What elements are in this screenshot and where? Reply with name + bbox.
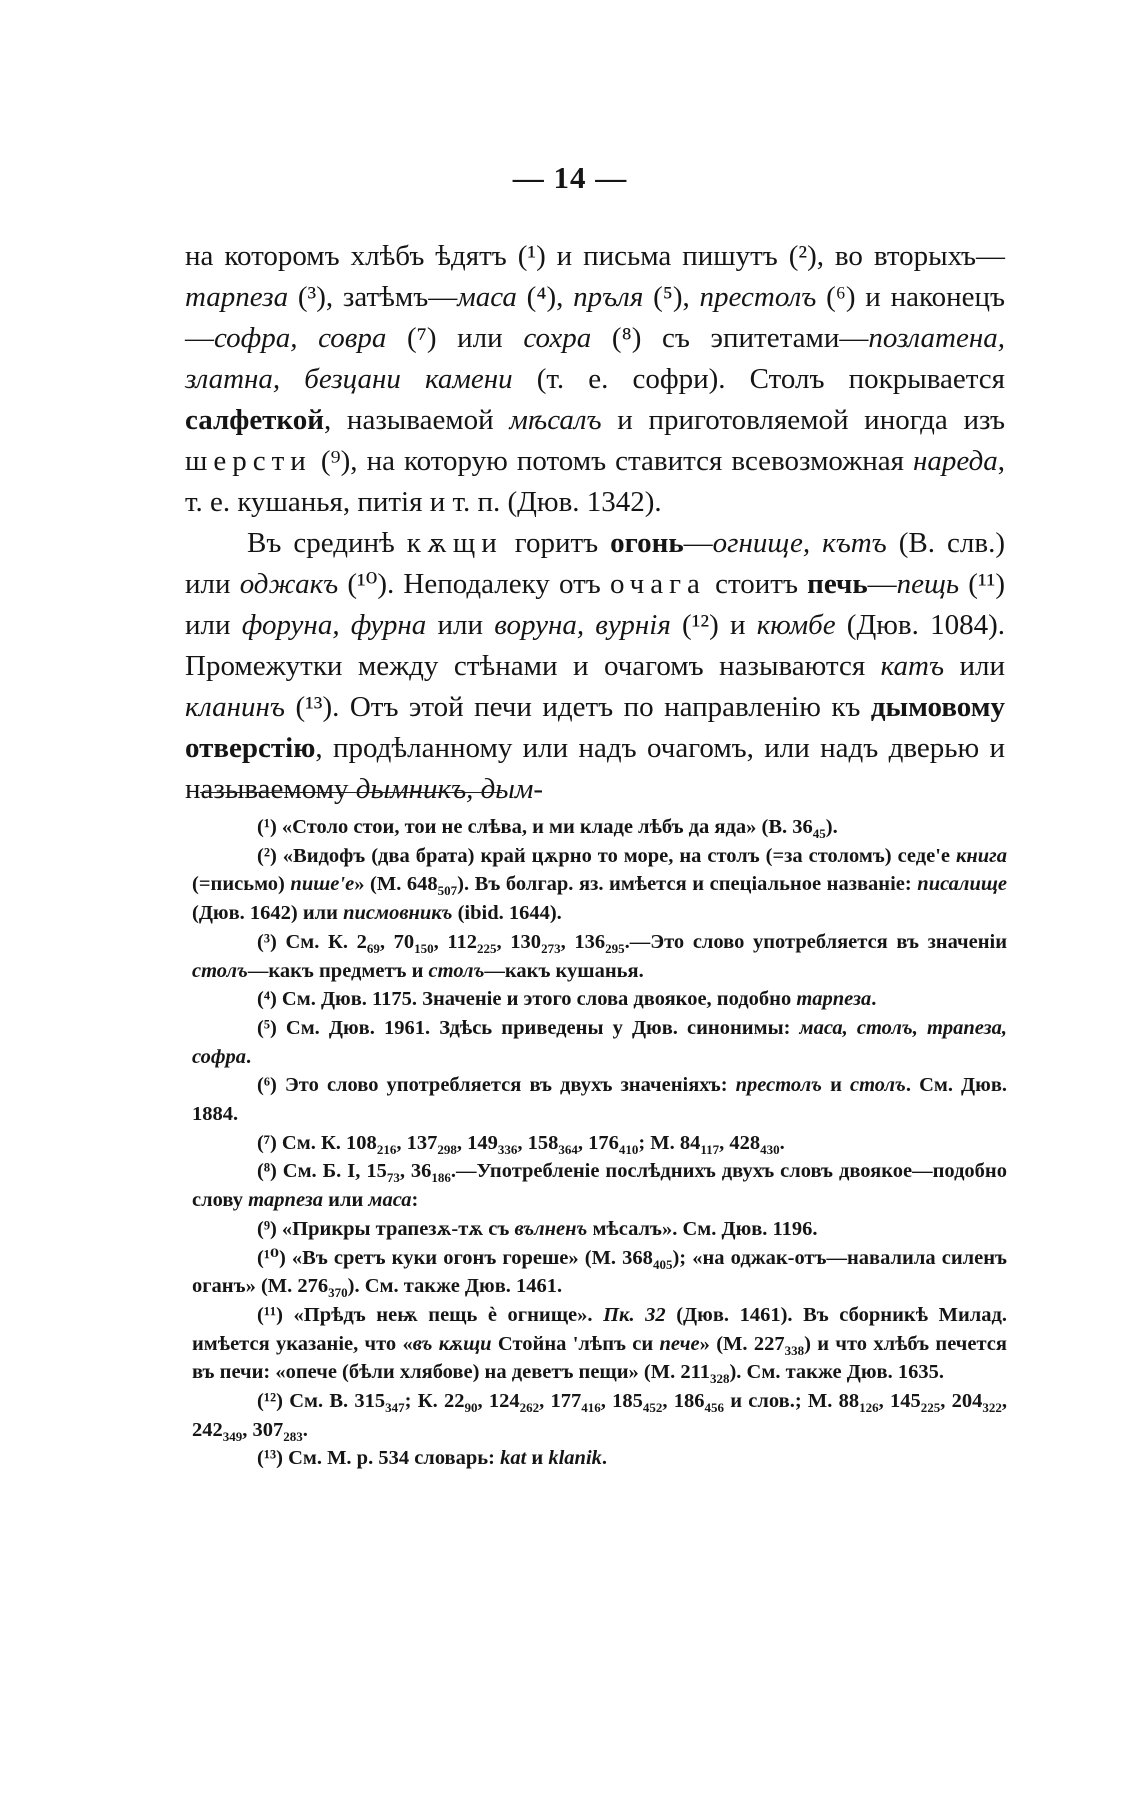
term-sofra: софра, совра	[214, 322, 387, 354]
footnote-12	[192, 1387, 1007, 1444]
term: престолъ	[735, 1074, 822, 1097]
text-span: , 124	[477, 1390, 520, 1413]
term-ogon: огонь	[610, 527, 684, 559]
term: тарпеза	[796, 988, 872, 1011]
text-span: или	[323, 1189, 369, 1212]
term: книга	[956, 844, 1007, 867]
footnote-2	[192, 842, 1007, 928]
term-klanin: кланинъ	[185, 691, 285, 723]
subscript: 225	[477, 940, 497, 956]
text-span: (¹³) См. М. р. 534 словарь:	[257, 1447, 501, 1470]
footnote-13	[192, 1444, 1007, 1473]
subscript: 405	[652, 1256, 673, 1272]
term-foruna: форуна, фурна	[241, 609, 427, 641]
text-span: , называемой	[323, 404, 510, 436]
text-span: и слов.; М. 88	[723, 1390, 860, 1413]
text-span: (¹⁰). Неподалеку отъ	[338, 568, 610, 600]
subscript: 295	[605, 940, 625, 956]
text-span: » (М. 227	[699, 1332, 785, 1355]
term: Пк. 32	[603, 1303, 666, 1326]
subscript: 69	[366, 940, 380, 956]
text-span: или	[944, 650, 1005, 682]
term: столъ	[192, 959, 248, 982]
footnote-9	[192, 1215, 1007, 1244]
subscript: 298	[437, 1141, 457, 1157]
term: вълненъ	[514, 1217, 588, 1240]
subscript: 45	[812, 826, 826, 842]
term: въ кѫщи	[412, 1332, 492, 1355]
subscript: 336	[497, 1141, 518, 1157]
text-span: , 145	[878, 1390, 921, 1413]
text-span: .—Употребленіе послѣднихъ двухъ словъ двоякое—подобно слову	[192, 1160, 1007, 1212]
text-span: (⁸) См. Б. I, 15	[257, 1160, 387, 1183]
subscript: 150	[414, 940, 434, 956]
text-span: (¹²) См. В. 315	[257, 1390, 386, 1413]
text-span: или	[426, 609, 495, 641]
term-salfetka: салфеткой	[185, 404, 324, 436]
text-span: (³), затѣмъ—	[288, 281, 458, 313]
text-span: , 185	[600, 1390, 643, 1413]
term: klanik	[548, 1447, 602, 1470]
text-span: .	[601, 1447, 608, 1470]
subscript: 452	[642, 1400, 663, 1416]
footnote-8	[192, 1157, 1007, 1214]
text-span: (¹¹) «Прѣдъ неѭ пещь ѐ огнище».	[257, 1303, 604, 1326]
text-span: , т. е. кушанья, питія и т. п. (Дюв. 1342).	[185, 445, 1005, 518]
text-span: (¹) «Столо стои, тои не слѣва, и ми кладе лѣбъ да яда» (В. 36	[257, 816, 813, 838]
term-pech: печь	[807, 568, 868, 600]
term: kat	[500, 1447, 527, 1470]
text-span: (⁷) или	[386, 322, 524, 354]
text-span: (⁴),	[516, 281, 574, 313]
text-span: , 158	[517, 1131, 559, 1154]
term: маса, столъ, трапеза, софра	[192, 1016, 1007, 1068]
text-span: (¹⁰) «Въ сретъ куки огонъ гореше» (М. 368	[257, 1246, 653, 1269]
text-span: (⁵),	[643, 281, 700, 313]
page-number: — 14 —	[512, 160, 628, 195]
subscript: 90	[464, 1400, 478, 1416]
subscript: 225	[920, 1400, 941, 1416]
term-dymovoe-otverstie: дымовому отверстію	[185, 691, 1005, 764]
text-span: , 36	[399, 1160, 432, 1183]
text-span: (⁹) «Прикры трапезѫ-тѫ съ	[257, 1217, 515, 1240]
text-span: , 149	[456, 1131, 498, 1154]
text-span: , 204	[940, 1390, 983, 1413]
subscript: 370	[328, 1285, 348, 1301]
term-kyumbe: кюмбе	[756, 609, 836, 641]
text-span: горитъ	[502, 527, 611, 559]
text-span: .	[302, 1418, 308, 1441]
text-span: .	[246, 1045, 252, 1068]
term-odzhak: оджакъ	[239, 568, 339, 600]
paragraph-2	[185, 523, 1005, 810]
text-span: Въ срединѣ	[247, 527, 407, 559]
text-span: ) и что хлѣбъ печется въ печи: «опече (бѣли хлябове) на деветъ пещи» (М. 211	[192, 1332, 1007, 1384]
footnote-6	[192, 1071, 1007, 1128]
term-tarpeza: тарпеза	[185, 281, 289, 313]
text-span: мѣсалъ». См. Дюв. 1196.	[587, 1217, 818, 1240]
text-span: ).	[825, 816, 838, 838]
text-span: , 137	[396, 1131, 438, 1154]
text-span: на которомъ хлѣбъ ѣдятъ (¹) и письма пишутъ (²), во вторыхъ—	[185, 240, 1005, 272]
subscript: 186	[431, 1170, 451, 1186]
text-span: (⁹), на которую потомъ ставится всевозможная	[311, 445, 914, 477]
text-span: , 307	[242, 1418, 284, 1441]
text-span: (¹³). Отъ этой печи идетъ по направленію къ	[284, 691, 871, 723]
subscript: 216	[376, 1141, 397, 1157]
subscript: 507	[437, 883, 458, 899]
subscript: 73	[386, 1170, 400, 1186]
text-span: (⁶) и наконецъ—	[185, 281, 1005, 354]
text-span: (³) См. К. 2	[257, 930, 367, 953]
footnote-3	[192, 928, 1007, 985]
term: пише'е	[290, 873, 355, 896]
text-span: (ibid. 1644).	[452, 902, 562, 925]
text-span: (⁴) См. Дюв. 1175. Значеніе и этого слова двоякое, подобно	[257, 988, 797, 1011]
term-nareda: нареда	[913, 445, 998, 477]
text-span: (Дюв. 1642) или	[192, 902, 344, 925]
text-span: :	[411, 1189, 419, 1212]
text-span: .	[779, 1131, 785, 1154]
subscript: 416	[581, 1400, 601, 1416]
footnote-11	[192, 1301, 1007, 1387]
text-span: (⁶) Это слово употребляется въ двухъ значеніяхъ:	[257, 1074, 736, 1097]
term: пече	[659, 1332, 700, 1355]
subscript: 347	[385, 1400, 405, 1416]
term: тарпеза	[248, 1189, 324, 1212]
subscript: 410	[618, 1141, 639, 1157]
text-span: , 130	[496, 930, 542, 953]
term-dymnik: дымникъ, дым-	[355, 773, 544, 805]
text-span: (¹²) и	[670, 609, 757, 641]
text-span: —какъ предметъ и	[247, 959, 429, 982]
subscript: 328	[709, 1371, 730, 1387]
text-span: , 186	[662, 1390, 705, 1413]
term: писалище	[917, 873, 1008, 896]
text-span: . См. Дюв. 1884.	[192, 1074, 1008, 1126]
term-peshch: пещь	[896, 568, 960, 600]
text-span: .	[871, 988, 877, 1011]
text-span: —	[867, 568, 897, 600]
text-span: (²) «Видофъ (два брата) край цѫрно то море, на столъ (=за столомъ) седе'е	[257, 844, 956, 867]
text-span: (Дюв. 1084). Промежутки между стѣнами и очагомъ называются	[185, 609, 1005, 682]
text-span: , 177	[539, 1390, 582, 1413]
term: столъ	[850, 1074, 906, 1097]
term: писмовникъ	[343, 902, 453, 925]
term-kyshti: кѫщи	[406, 527, 503, 559]
term-epithets: позлатена, златна, безцани камени	[185, 322, 1006, 395]
term-ochaga: очага	[609, 568, 706, 600]
text-span: (=письмо)	[192, 873, 291, 896]
text-span: , продѣланному или надъ очагомъ, или надъ дверью и называемому	[185, 732, 1005, 805]
text-span: и приготовляемой иногда изъ	[601, 404, 1005, 436]
subscript: 273	[541, 940, 561, 956]
text-span: стоитъ	[705, 568, 808, 600]
term-mesal: мѣсалъ	[509, 404, 602, 436]
subscript: 430	[760, 1141, 780, 1157]
subscript: 126	[859, 1400, 879, 1416]
text-span: и	[821, 1074, 850, 1097]
text-span: .—Это слово употребляется въ значеніи	[624, 930, 1008, 953]
subscript: 349	[222, 1428, 243, 1444]
term: столъ	[428, 959, 485, 982]
footnote-5	[192, 1014, 1007, 1071]
text-span: (⁵) См. Дюв. 1961. Здѣсь приведены у Дюв. синонимы:	[257, 1016, 800, 1039]
footnote-4	[192, 985, 1007, 1014]
text-span: , 112	[433, 930, 478, 953]
subscript: 456	[704, 1400, 724, 1416]
term-prestol: престолъ	[699, 281, 817, 313]
text-span: (⁸) съ эпитетами—	[591, 322, 869, 354]
term-sohra: сохра	[523, 322, 592, 354]
term-prlya: пръля	[573, 281, 644, 313]
text-span: (¹¹) или	[185, 568, 1006, 641]
subscript: 364	[558, 1141, 578, 1157]
main-text	[185, 236, 1005, 810]
term-ognishte: огнище, кътъ	[712, 527, 887, 559]
subscript: 338	[784, 1342, 805, 1358]
text-span: , 70	[379, 930, 415, 953]
text-span: и	[526, 1447, 549, 1470]
footnote-1	[192, 813, 1007, 842]
subscript: 117	[700, 1141, 720, 1157]
text-span: , 242	[192, 1390, 1007, 1441]
footnote-10	[192, 1244, 1007, 1301]
text-span: —какъ кушанья.	[484, 959, 644, 982]
subscript: 262	[519, 1400, 540, 1416]
subscript: 283	[283, 1428, 303, 1444]
text-span: , 176	[577, 1131, 619, 1154]
term-shersti: шерсти	[185, 445, 312, 477]
text-span: Стойна 'лѣпъ си	[491, 1332, 660, 1355]
term-masa: маса	[457, 281, 517, 313]
subscript: 322	[982, 1400, 1002, 1416]
footnote-divider	[200, 792, 502, 793]
footnote-7	[192, 1129, 1007, 1158]
text-span: (т. е. софри). Столъ покрывается	[512, 363, 1005, 395]
text-span: , 428	[719, 1131, 761, 1154]
text-span: ). См. также Дюв. 1461.	[347, 1275, 563, 1298]
term-voruna: воруна, вурнія	[494, 609, 671, 641]
text-span: ; М. 84	[638, 1131, 701, 1154]
text-span: » (М. 648	[354, 873, 438, 896]
text-span: ); «на оджак-отъ—навалила силенъ оганъ» (М. 276	[192, 1246, 1007, 1298]
text-span: (Дюв. 1461). Въ сборникѣ Милад. имѣется указаніе, что «	[192, 1303, 1008, 1355]
term-kat: катъ	[880, 650, 944, 682]
text-span: —	[683, 527, 713, 559]
term: маса	[368, 1189, 412, 1212]
text-span: (В. слв.) или	[185, 527, 1005, 600]
text-span: ; К. 22	[404, 1390, 465, 1413]
paragraph-1	[185, 236, 1005, 523]
text-span: , 136	[560, 930, 606, 953]
text-span: (⁷) См. К. 108	[257, 1131, 377, 1154]
text-span: ). Въ болгар. яз. имѣется и спеціальное названіе:	[457, 873, 918, 896]
footnotes	[192, 813, 1007, 1473]
text-span: ). См. также Дюв. 1635.	[729, 1361, 944, 1384]
